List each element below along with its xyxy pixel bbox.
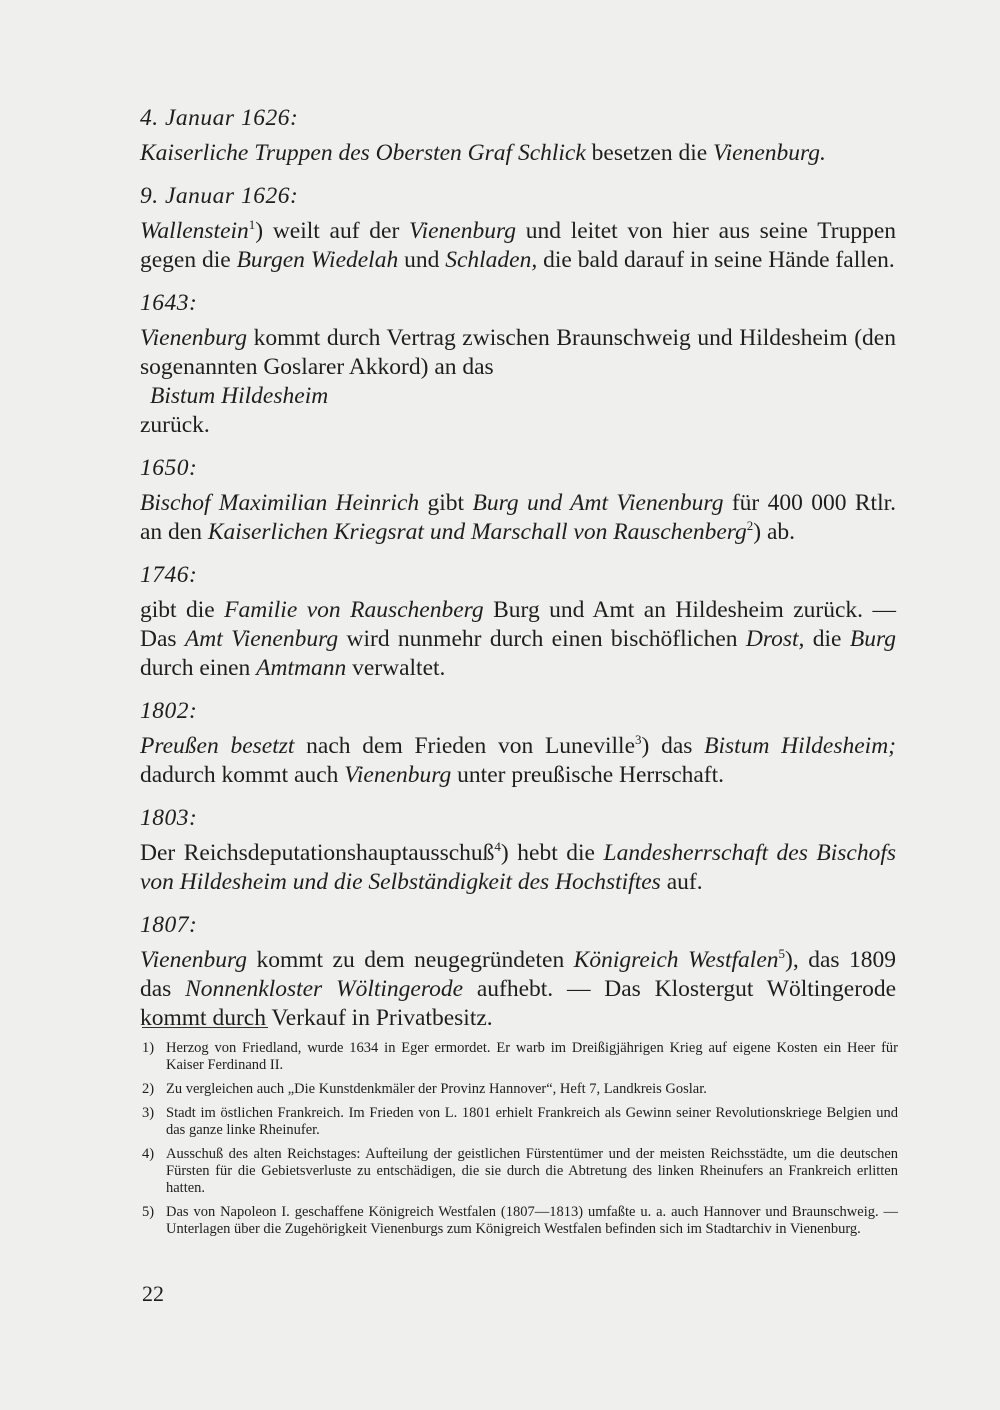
footnote-text: Zu vergleichen auch „Die Kunstdenkmäler der Provinz Hannover“, Heft 7, Landkreis Goslar. <box>166 1081 707 1097</box>
text-run: ) das <box>641 733 705 759</box>
footnote-ref: 2 <box>746 518 754 533</box>
text-run: ) ab. <box>753 519 796 545</box>
text-run: auf. <box>660 869 703 895</box>
footnote-divider <box>142 1027 268 1028</box>
text-run: verwaltet. <box>346 655 446 681</box>
text-run: Amtmann <box>256 655 347 681</box>
text-run: ), das 1809 das <box>140 947 896 1002</box>
text-run: Vienenburg. <box>713 140 826 166</box>
footnote-number: 4) <box>142 1146 155 1162</box>
text-run: Burg und Amt Vienenburg <box>472 490 724 516</box>
text-run: und <box>398 247 446 273</box>
footnote-text: Ausschuß des alten Reichstages: Aufteilung der geistlichen Fürstentümer und der meisten Reichsstädte, um die deutschen Fürsten für die Gebietsverluste zu entschädigen, die sie durch die Abtretung des linken Rheinufers an Frankreich erlitten hatten. <box>166 1146 898 1196</box>
text-run: Familie von Rauschenberg <box>224 597 484 623</box>
centered-term: Bistum Hildesheim <box>150 383 329 409</box>
entry-text <box>140 489 896 547</box>
footnote-number: 5) <box>142 1204 155 1220</box>
footnotes <box>142 1040 898 1245</box>
entry-date: 9. Januar 1626: <box>140 183 299 209</box>
footnote-text: Herzog von Friedland, wurde 1634 in Eger ermordet. Er warb im Dreißigjährigen Krieg auf eigene Kosten ein Heer für Kaiser Ferdinand II. <box>166 1040 898 1073</box>
entry-text <box>140 217 896 275</box>
footnote <box>142 1146 898 1197</box>
entry-date: 4. Januar 1626: <box>140 105 299 131</box>
text-run: Kaiserlichen Kriegsrat und Marschall von Rauschenberg <box>207 519 747 545</box>
footnote-ref: 4 <box>494 839 501 854</box>
entry-date: 1746: <box>140 562 198 588</box>
text-run: aufhebt. — Das Klostergut Wöltingerode kommt durch Verkauf in Privatbesitz. <box>140 976 896 1031</box>
footnote <box>142 1081 898 1098</box>
entry-text <box>140 946 896 1033</box>
text-run: ) hebt die <box>500 840 604 866</box>
text-run: Nonnenkloster Wöltingerode <box>185 976 464 1002</box>
entry-date: 1643: <box>140 290 198 316</box>
entry-text <box>140 139 896 168</box>
text-run: Amt Vienenburg <box>184 626 339 652</box>
chronology-text <box>140 104 896 1047</box>
text-run: Burg <box>849 626 896 652</box>
entry-date: 1802: <box>140 698 198 724</box>
text-run: dadurch kommt auch <box>140 762 345 788</box>
text-run: Vienenburg <box>140 947 248 973</box>
footnote <box>142 1040 898 1074</box>
footnote-number: 2) <box>142 1081 155 1097</box>
footnote-number: 3) <box>142 1105 155 1121</box>
text-run: kommt zu dem neugegründeten <box>247 947 574 973</box>
text-run: wird nunmehr durch einen bischöflichen <box>338 626 746 652</box>
text-run: gibt die <box>140 597 225 623</box>
footnote-text: Stadt im östlichen Frankreich. Im Frieden von L. 1801 erhielt Frankreich als Gewinn seiner Revolutionskriege Belgien und das ganze linke Rheinufer. <box>166 1105 898 1138</box>
footnote-ref: 1 <box>248 217 256 232</box>
text-run: Schladen, <box>445 247 538 273</box>
text-run: Kaiserliche Truppen des Obersten Graf Schlick <box>140 140 586 166</box>
entry-text <box>140 839 896 897</box>
entry-text <box>140 732 896 790</box>
text-run: Vienenburg <box>344 762 452 788</box>
footnote <box>142 1204 898 1238</box>
text-run: die bald darauf in seine Hände fallen. <box>537 247 895 273</box>
text-run: Burg und Amt an Hildesheim zurück. — Das <box>140 597 896 652</box>
text-run: Der Reichsdeputationshauptausschuß <box>140 840 495 866</box>
text-run: und leitet von hier aus seine Truppen gegen die <box>140 218 897 273</box>
text-run: Preußen besetzt <box>140 733 295 759</box>
text-run: Vienenburg <box>140 325 248 351</box>
page-number: 22 <box>142 1281 164 1306</box>
footnote-text: Das von Napoleon I. geschaffene Königreich Westfalen (1807—1813) umfaßte u. a. auch Hannover und Braunschweig. — Unterlagen über die Zugehörigkeit Vienenburgs zum Königreich Westfalen befinden sich im Stadtarchiv in Vienenburg. <box>166 1204 898 1237</box>
text-run: die <box>804 626 850 652</box>
text-run: ) weilt auf der <box>255 218 409 244</box>
entry-continuation: zurück. <box>140 412 210 438</box>
footnote-ref: 5 <box>778 946 786 961</box>
text-run: nach dem Frieden von Luneville <box>294 733 636 759</box>
text-run: Burgen Wiedelah <box>236 247 399 273</box>
footnote-number: 1) <box>142 1040 155 1056</box>
text-run: Bischof Maximilian Heinrich <box>140 490 420 516</box>
text-run: Drost, <box>745 626 805 652</box>
text-run: Landesherrschaft des Bischofs von Hildesheim und die Selbständigkeit des Hochstiftes <box>140 840 897 895</box>
text-run: gibt <box>419 490 473 516</box>
text-run: durch einen <box>140 655 257 681</box>
text-run: unter preußische Herrschaft. <box>451 762 725 788</box>
text-run: kommt durch Vertrag zwischen Braunschweig und Hildesheim (den sogenannten Goslarer Akkord) an das <box>140 325 896 380</box>
footnote <box>142 1105 898 1139</box>
text-run: Wallenstein <box>140 218 249 244</box>
text-run: Bistum Hildesheim; <box>704 733 897 759</box>
entry-date: 1803: <box>140 805 198 831</box>
entry-date: 1807: <box>140 912 198 938</box>
text-run: für 400 000 Rtlr. an den <box>140 490 897 545</box>
text-run: besetzen die <box>585 140 714 166</box>
text-run: Vienenburg <box>408 218 517 244</box>
entry-text <box>140 324 896 440</box>
entry-date: 1650: <box>140 455 198 481</box>
entry-text <box>140 596 896 683</box>
text-run: Königreich Westfalen <box>573 947 779 973</box>
footnote-ref: 3 <box>635 732 642 747</box>
